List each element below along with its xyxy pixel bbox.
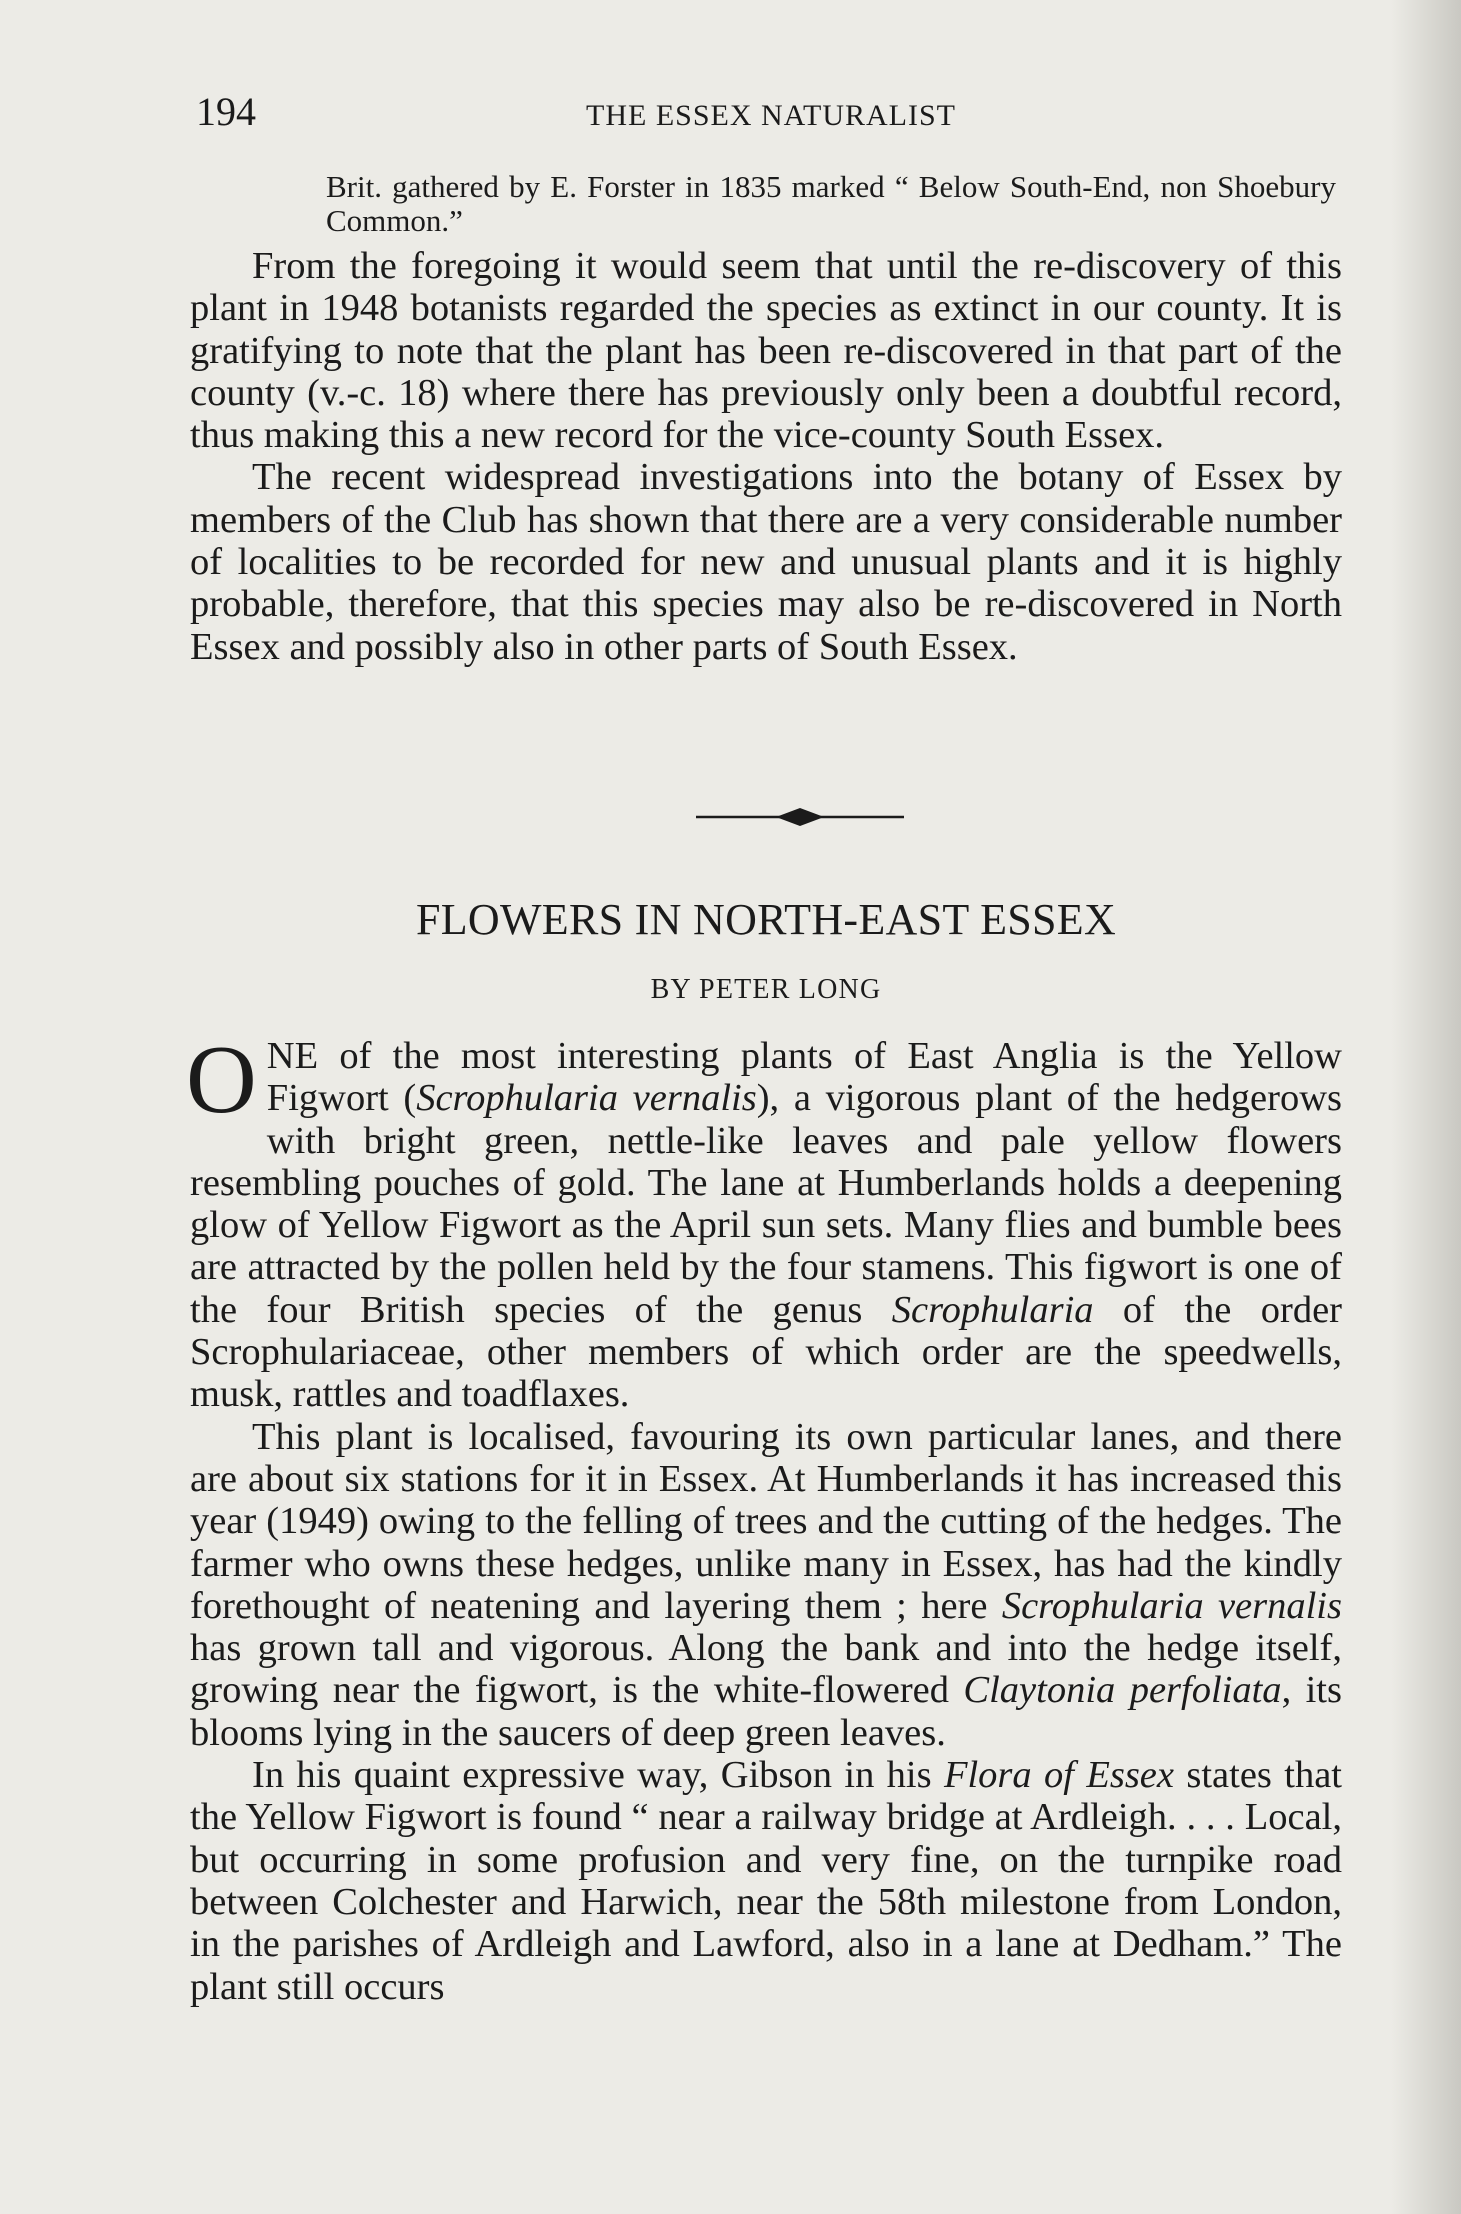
- genus-name: Scrophularia: [891, 1288, 1094, 1331]
- page-number: 194: [196, 89, 256, 134]
- article-byline: BY PETER LONG: [650, 974, 882, 1005]
- page-header: [196, 82, 1346, 142]
- footnote: Brit. gathered by E. Forster in 1835 marked “ Below South-End, non Shoebury Common.”: [326, 169, 1336, 238]
- running-head: THE ESSEX NATURALIST: [586, 99, 956, 132]
- intro-paragraph: The recent widespread investigations into the botany of Essex by members of the Club has shown that there are a very considerable number of localities to be recorded for new and unusual plants and it is highly probable, therefore, that this species may also be re-discovered in North Essex and possibly also in other parts of South Essex.: [190, 456, 1342, 668]
- article-paragraph: In his quaint expressive way, Gibson in his Flora of Essex states that the Yellow Figwort is found “ near a railway bridge at Ardleigh. . . . Local, but occurring in some profusion and very fine, on the turnpike road between Colchester and Harwich, near the 58th milestone from London, in the parishes of Ardleigh and Lawford, also in a lane at Dedham.” The plant still occurs: [190, 1754, 1342, 2008]
- species-name: Scrophularia vernalis: [416, 1077, 757, 1120]
- article-body: [186, 1026, 1342, 2008]
- intro-section: [190, 245, 1342, 668]
- drop-cap: O: [186, 1026, 257, 1134]
- intro-paragraph: From the foregoing it would seem that until the re-discovery of this plant in 1948 botanists regarded the species as extinct in our county. It is gratifying to note that the plant has been re-discovered in that part of the county (v.-c. 18) where there has previously only been a doubtful record, thus making this a new record for the vice-county South Essex.: [190, 245, 1342, 457]
- section-divider-ornament: [690, 805, 910, 829]
- species-name: Claytonia perfoliata: [963, 1669, 1282, 1712]
- article-paragraph: This plant is localised, favouring its own particular lanes, and there are about six stations for it in Essex. At Humberlands it has increased this year (1949) owing to the felling of trees and the cutting of the hedges. The farmer who owns these hedges, unlike many in Essex, has had the kindly forethought of neatening and layering them ; here Scrophularia vernalis has grown tall and vigorous. Along the bank and into the hedge itself, growing near the figwort, is the white-flowered Claytonia perfoliata, its blooms lying in the saucers of deep green leaves.: [190, 1415, 1342, 1754]
- book-title: Flora of Essex: [943, 1754, 1174, 1797]
- article-paragraph: ONE of the most interesting plants of East Anglia is the Yellow Figwort (Scrophularia vernalis), a vigorous plant of the hedgerows with bright green, nettle-like leaves and pale yellow flowers resembling pouches of gold. The lane at Humberlands holds a deepening glow of Yellow Figwort as the April sun sets. Many flies and bumble bees are attracted by the pollen held by the four stamens. This figwort is one of the four British species of the genus Scrophularia of the order Scrophulariaceae, other members of which order are the speedwells, musk, rattles and toadflaxes.: [186, 1026, 1342, 1416]
- page-edge-shadow: [1391, 0, 1461, 2214]
- article-title: FLOWERS IN NORTH-EAST ESSEX: [415, 895, 1117, 944]
- species-name: Scrophularia vernalis: [1001, 1584, 1342, 1627]
